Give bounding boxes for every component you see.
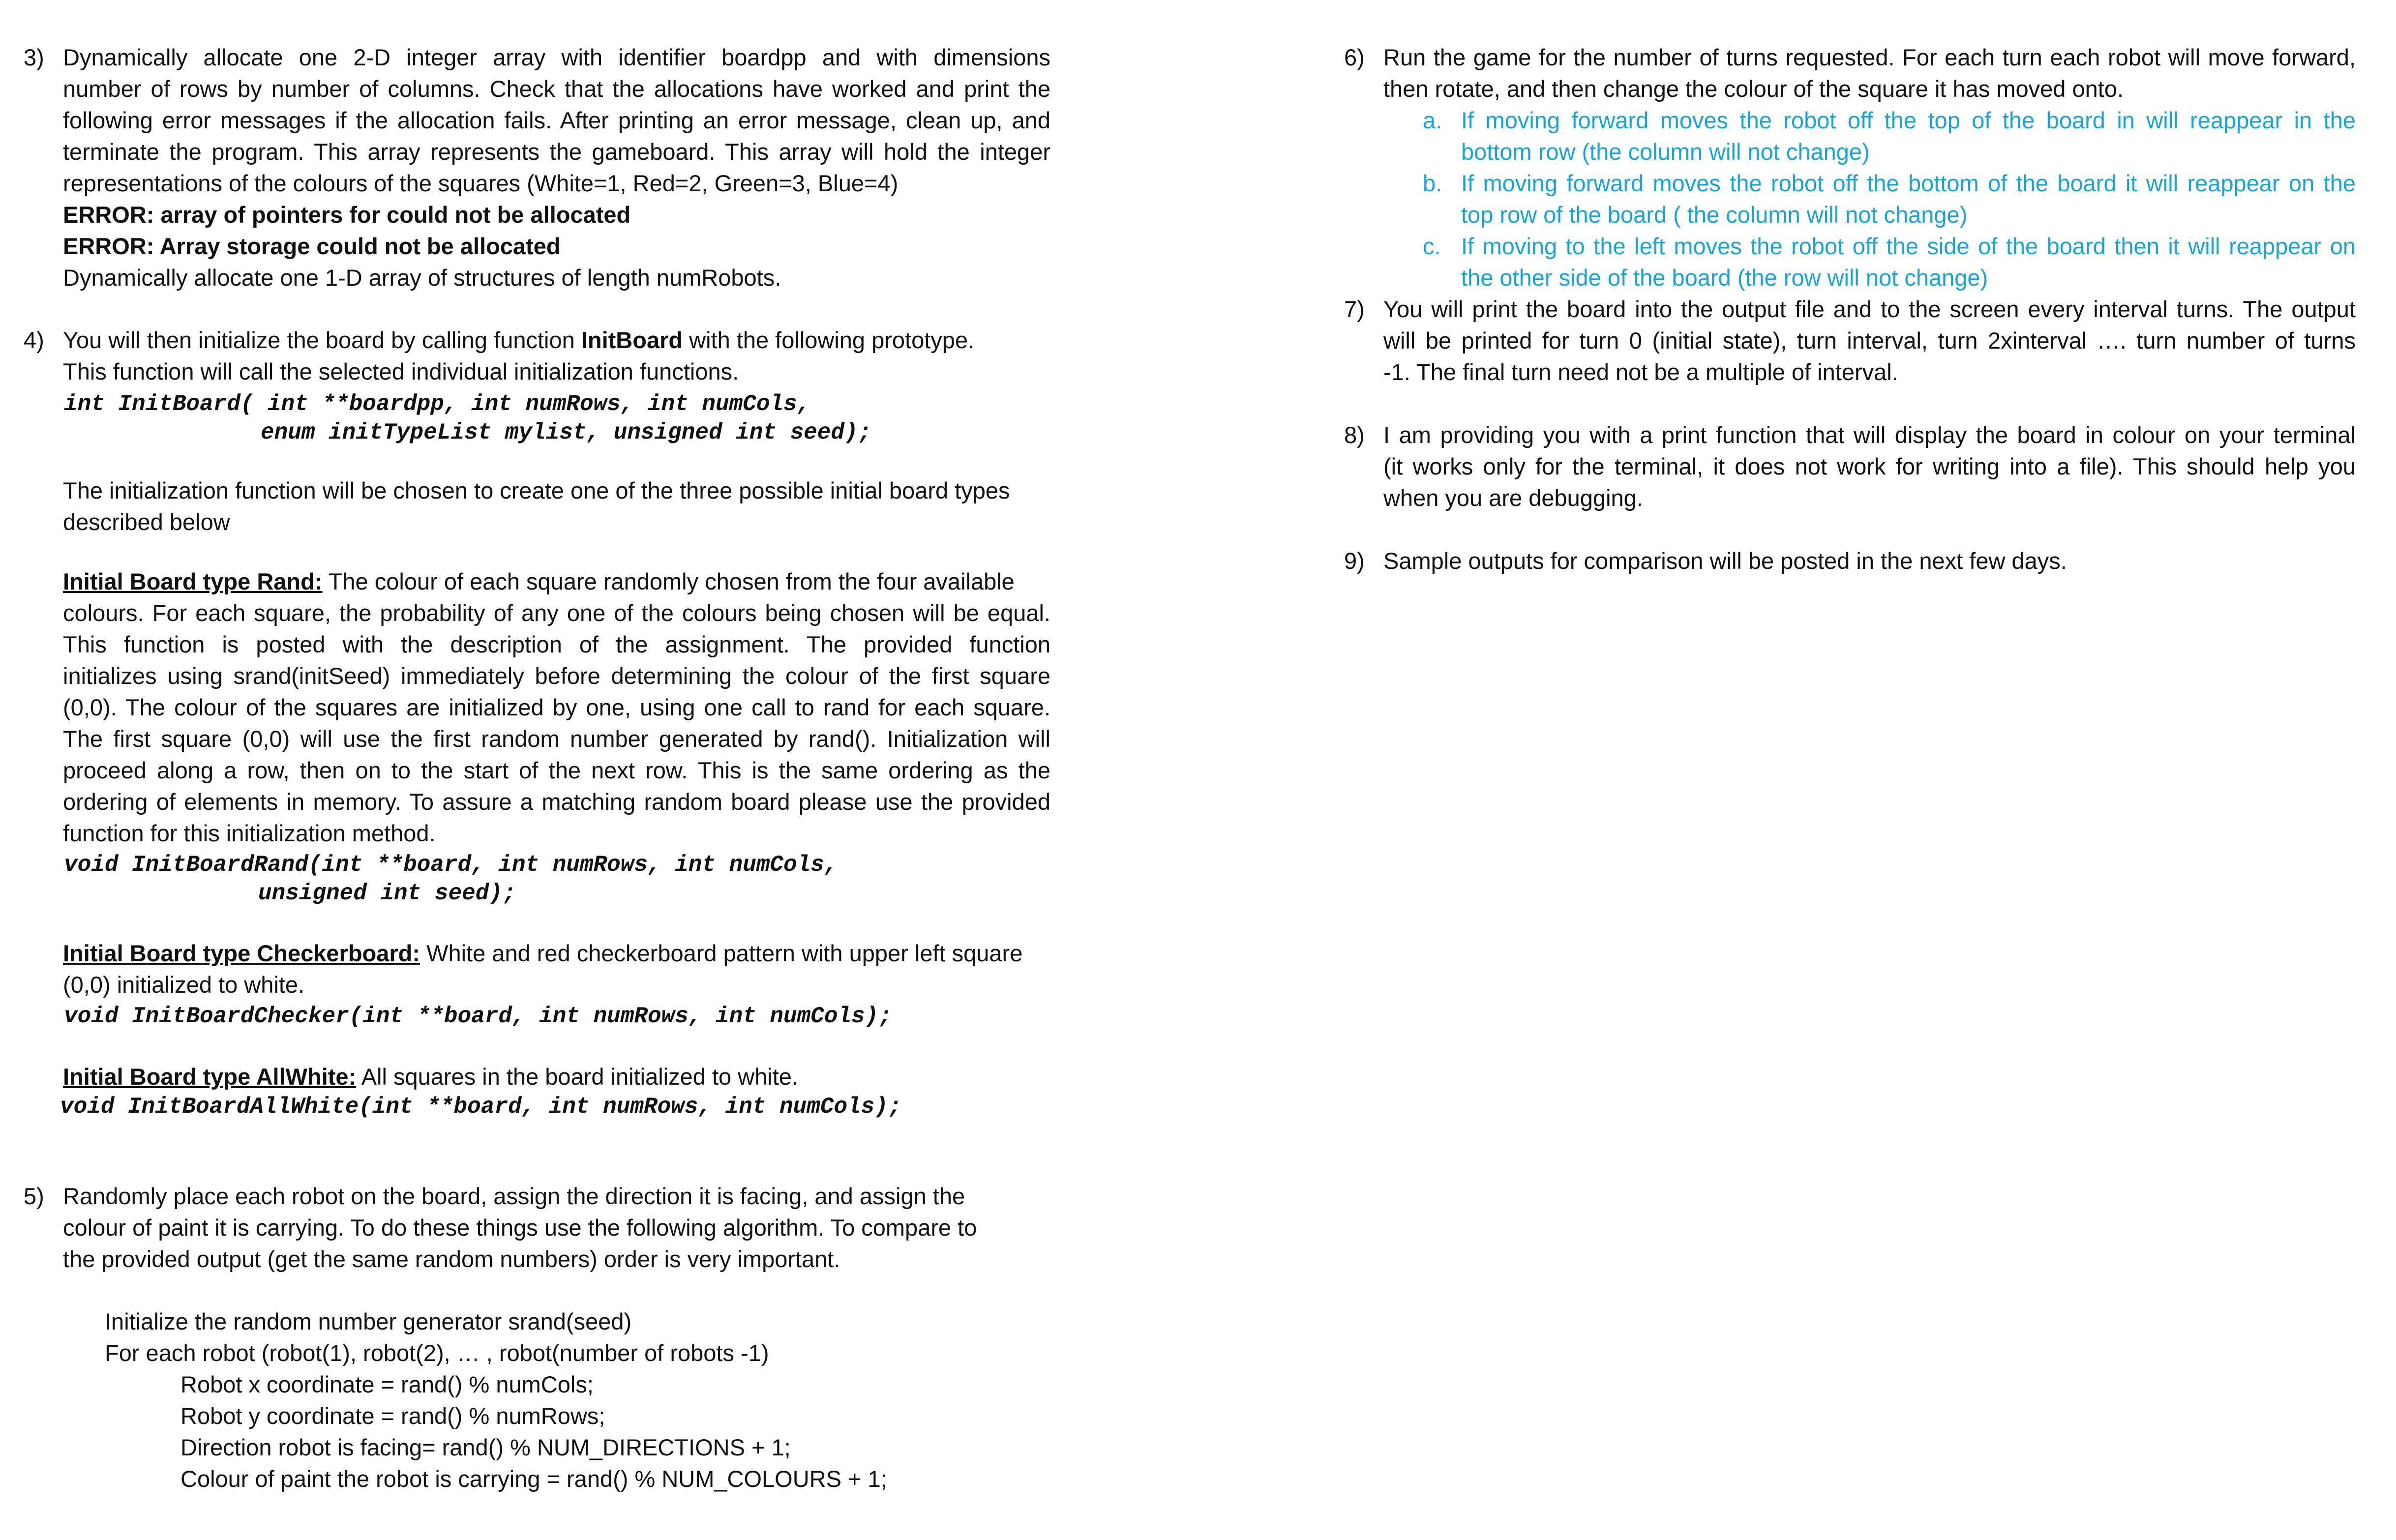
rand-paragraph-line-4: initializes using srand(initSeed) immediately before determining the colour of the first square <box>63 663 1050 689</box>
section-8-line-2: (it works only for the terminal, it does not work for writing into a file). This should help you <box>1383 453 2356 479</box>
section-9-line-1: Sample outputs for comparison will be posted in the next few days. <box>1383 548 2067 574</box>
checker-paragraph-line-2: (0,0) initialized to white. <box>63 972 305 998</box>
initboardrand-prototype-line-2: unsigned int seed); <box>258 881 516 906</box>
subitem-c-line-2: the other side of the board (the row will not change) <box>1461 265 1988 291</box>
section-4-line-2: This function will call the selected individual initialization functions. <box>63 358 739 385</box>
section-9-number: 9) <box>1344 548 1365 574</box>
initboardallwhite-prototype: void InitBoardAllWhite(int **board, int numRows, int numCols); <box>60 1094 902 1120</box>
section-5-number: 5) <box>24 1183 44 1209</box>
section-4-number: 4) <box>24 327 44 353</box>
checker-title: Initial Board type Checkerboard: <box>63 940 420 966</box>
subitem-c-line-1: If moving to the left moves the robot off the side of the board then it will reappear on <box>1461 233 2356 259</box>
rand-paragraph-line-6: The first square (0,0) will use the first random number generated by rand(). Initialization will <box>63 726 1050 752</box>
section-3-line-5: representations of the colours of the squares (White=1, Red=2, Green=3, Blue=4) <box>63 170 898 196</box>
section-7-line-2: will be printed for turn 0 (initial state), turn interval, turn 2xinterval …. turn number of turns <box>1383 327 2356 354</box>
algorithm-line-2: For each robot (robot(1), robot(2), … , robot(number of robots -1) <box>105 1340 769 1366</box>
subitem-b-label: b. <box>1423 170 1442 196</box>
section-8-number: 8) <box>1344 422 1365 448</box>
algorithm-line-5: Direction robot is facing= rand() % NUM_DIRECTIONS + 1; <box>180 1434 791 1460</box>
rand-line-1-text: The colour of each square randomly chosen from the four available <box>322 568 1015 594</box>
rand-paragraph-line-7: proceed along a row, then on to the start of the next row. This is the same ordering as the <box>63 757 1050 783</box>
initboardchecker-prototype: void InitBoardChecker(int **board, int numRows, int numCols); <box>64 1004 892 1029</box>
error-message-1: ERROR: array of pointers for could not be allocated <box>63 202 631 228</box>
rand-paragraph-line-2: colours. For each square, the probability of any one of the colours being chosen will be equal. <box>63 600 1050 626</box>
section-7-line-1: You will print the board into the output file and to the screen every interval turns. The output <box>1383 296 2356 322</box>
subitem-a-line-1: If moving forward moves the robot off the top of the board in will reappear in the <box>1461 107 2356 133</box>
rand-paragraph-line-1 <box>63 566 1015 597</box>
section-5-line-3: the provided output (get the same random numbers) order is very important. <box>63 1246 840 1272</box>
subitem-a-label: a. <box>1423 107 1442 133</box>
allwhite-title: Initial Board type AllWhite: <box>63 1064 357 1090</box>
algorithm-line-3: Robot x coordinate = rand() % numCols; <box>180 1371 594 1397</box>
init-description-line-2: described below <box>63 509 230 535</box>
section-3-line-3: following error messages if the allocation fails. After printing an error message, clean up, and <box>63 107 1050 133</box>
error-message-2: ERROR: Array storage could not be allocated <box>63 233 561 259</box>
section-3-line-4: terminate the program. This array represents the gameboard. This array will hold the integer <box>63 139 1050 165</box>
initboard-prototype-line-1: int InitBoard( int **boardpp, int numRows, int numCols, <box>64 391 811 417</box>
allwhite-line-1-text: All squares in the board initialized to white. <box>356 1064 798 1090</box>
subitem-b-line-1: If moving forward moves the robot off the bottom of the board it will reappear on the <box>1461 170 2356 196</box>
initboard-prototype-line-2: enum initTypeList mylist, unsigned int seed); <box>261 420 872 445</box>
section-5-line-2: colour of paint it is carrying. To do these things use the following algorithm. To compare to <box>63 1214 977 1241</box>
rand-paragraph-line-9: function for this initialization method. <box>63 820 436 846</box>
section-3-line-2: number of rows by number of columns. Check that the allocations have worked and print the <box>63 76 1050 102</box>
section-6-line-2: then rotate, and then change the colour of the square it has moved onto. <box>1383 76 2124 102</box>
checker-line-1-text: White and red checkerboard pattern with upper left square <box>420 940 1023 966</box>
section-6-number: 6) <box>1344 44 1365 70</box>
algorithm-line-6: Colour of paint the robot is carrying = rand() % NUM_COLOURS + 1; <box>180 1466 887 1492</box>
subitem-c-label: c. <box>1423 233 1441 259</box>
init-description-line-1: The initialization function will be chosen to create one of the three possible initial board types <box>63 477 1010 503</box>
subitem-a-line-2: bottom row (the column will not change) <box>1461 139 1870 165</box>
initboardrand-prototype-line-1: void InitBoardRand(int **board, int numRows, int numCols, <box>64 852 838 878</box>
section-7-number: 7) <box>1344 296 1365 322</box>
section-4-line-1-end: with the following prototype. <box>683 327 975 353</box>
subitem-b-line-2: top row of the board ( the column will not change) <box>1461 202 1968 228</box>
algorithm-line-1: Initialize the random number generator srand(seed) <box>105 1308 632 1334</box>
checker-paragraph-line-1 <box>63 938 1022 969</box>
section-5-line-1: Randomly place each robot on the board, assign the direction it is facing, and assign the <box>63 1183 965 1209</box>
section-4-line-1-start: You will then initialize the board by calling function <box>63 327 581 353</box>
section-8-line-1: I am providing you with a print function that will display the board in colour on your terminal <box>1383 422 2356 448</box>
section-4-line-1 <box>63 325 974 356</box>
section-3-line-last: Dynamically allocate one 1-D array of structures of length numRobots. <box>63 265 781 291</box>
section-3-number: 3) <box>24 44 44 70</box>
allwhite-paragraph-line-1 <box>63 1061 798 1093</box>
rand-title: Initial Board type Rand: <box>63 568 323 594</box>
initboard-function-name: InitBoard <box>581 327 683 353</box>
section-8-line-3: when you are debugging. <box>1383 485 1643 511</box>
algorithm-line-4: Robot y coordinate = rand() % numRows; <box>180 1403 605 1429</box>
rand-paragraph-line-3: This function is posted with the description of the assignment. The provided function <box>63 631 1050 657</box>
section-3-line-1: Dynamically allocate one 2-D integer array with identifier boardpp and with dimensions <box>63 44 1050 70</box>
rand-paragraph-line-8: ordering of elements in memory. To assure a matching random board please use the provided <box>63 789 1050 815</box>
section-6-line-1: Run the game for the number of turns requested. For each turn each robot will move forward, <box>1383 44 2356 70</box>
rand-paragraph-line-5: (0,0). The colour of the squares are initialized by one, using one call to rand for each square. <box>63 694 1050 720</box>
section-7-line-3: -1. The final turn need not be a multiple of interval. <box>1383 359 1898 385</box>
